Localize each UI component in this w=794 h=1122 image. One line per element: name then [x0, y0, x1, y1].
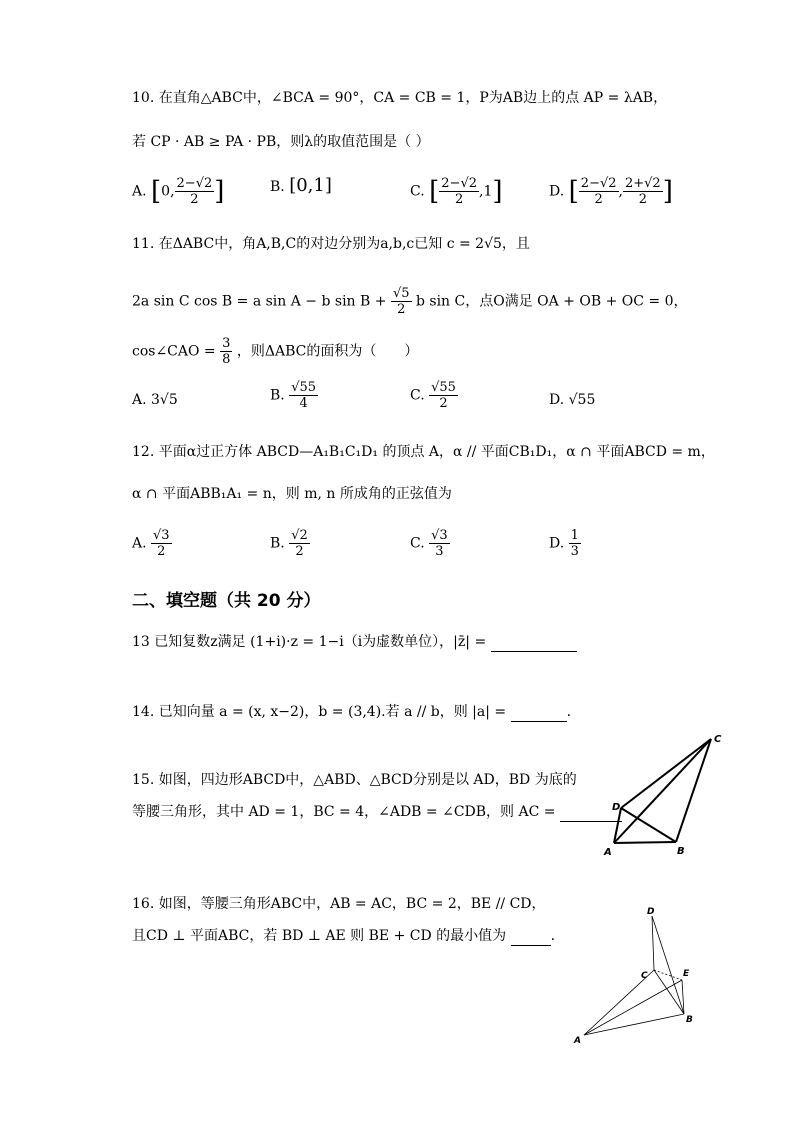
label-e: E — [683, 969, 690, 979]
fraction: $\frac{2-√2}{2}$ — [176, 176, 213, 207]
q11-cos: cos∠CAO = — [132, 343, 216, 360]
edge-cb — [654, 970, 684, 1014]
label-b: B — [686, 1015, 693, 1025]
fraction: $\frac{√55}{2}$ — [431, 380, 456, 411]
label-a: A — [604, 847, 612, 858]
fraction: $\frac{√3}{2}$ — [153, 528, 170, 559]
q14-end: . — [566, 704, 572, 720]
q13-text: 13 已知复数z满足 (1+i)·z = 1−i（i为虚数单位），|z̄| = — [132, 634, 487, 650]
q16-end: . — [550, 928, 556, 944]
fraction: $\frac{√5}{2}$ — [392, 286, 410, 317]
fraction: $\frac{√2}{2}$ — [291, 528, 308, 559]
fraction: $\frac{2-√2}{2}$ — [441, 176, 477, 207]
q11-line3 — [132, 336, 418, 367]
q11-option-d — [549, 390, 595, 410]
q10-option-c — [410, 176, 503, 207]
q10-option-a — [132, 176, 224, 207]
q11-line1: 11. 在ΔABC中，角A,B,C的对边分别为a,b,c已知 c = 2√5，且 — [132, 236, 530, 252]
q16-line1: 16. 如图，等腰三角形ABC中，AB = AC，BC = 2，BE // CD， — [132, 896, 546, 912]
q15-line1: 15. 如图，四边形ABCD中，△ABD、△BCD分别是以 AD，BD 为底的 — [132, 772, 577, 788]
option-label: A. — [132, 535, 147, 552]
edge-ae — [584, 980, 682, 1035]
fraction: $\frac{2-√2}{2}$ — [580, 176, 617, 207]
option-label: C. — [410, 183, 425, 200]
edge-db — [652, 916, 684, 1014]
edge-ca — [614, 739, 711, 843]
q16-line2 — [132, 926, 555, 946]
label-a: A — [574, 1036, 581, 1046]
option-label: B. — [270, 179, 285, 195]
q15-figure — [598, 728, 734, 860]
option-value: [0,1] — [289, 175, 332, 196]
edge-cb — [676, 739, 711, 842]
option-label: D. — [549, 183, 565, 200]
q12-line1: 12. 平面α过正方体 ABCD—A₁B₁C₁D₁ 的顶点 A，α // 平面CB₁D₁，α ∩ 平面ABCD = m， — [132, 444, 715, 460]
bracket: [ — [568, 176, 579, 207]
q11-ask: ，则ΔABC的面积为（ ） — [236, 343, 419, 360]
q11-eq-left: 2a sin C cos B = a sin A − b sin B + — [132, 293, 387, 310]
option-value: 3√5 — [151, 392, 178, 408]
q10-line1: 10. 在直角△ABC中，∠BCA = 90°，CA = CB = 1，P为AB边上的点 AP = λAB， — [132, 90, 668, 106]
fraction: $\frac{√55}{4}$ — [291, 380, 317, 411]
edge-cd — [621, 739, 711, 808]
q14-line — [132, 702, 571, 722]
q16-text: 且CD ⊥ 平面ABC，若 BD ⊥ AE 则 BE + CD 的最小值为 — [132, 928, 507, 944]
edge-db — [621, 808, 676, 842]
q10-option-b — [270, 176, 332, 197]
q13-line — [132, 632, 577, 652]
answer-blank[interactable] — [511, 705, 567, 722]
q11-option-a — [132, 390, 178, 410]
q11-line2 — [132, 286, 688, 317]
q11-option-b — [270, 380, 318, 411]
q12-option-b — [270, 528, 310, 559]
fraction: $\frac{1}{3}$ — [570, 528, 579, 559]
edge-ab — [584, 1014, 684, 1035]
q12-line2: α ∩ 平面ABB₁A₁ = n，则 m, n 所成角的正弦值为 — [132, 486, 452, 502]
edge-dc — [652, 916, 654, 970]
q16-figure — [570, 902, 704, 1050]
option-label: B. — [270, 387, 285, 404]
q12-option-a — [132, 528, 172, 559]
fraction: $\frac{2+√2}{2}$ — [624, 176, 661, 207]
fraction: $\frac{√3}{3}$ — [431, 528, 448, 559]
comma: , — [618, 183, 623, 200]
option-label: C. — [410, 387, 425, 404]
q10-line2: 若 CP · AB ≥ PA · PB，则λ的取值范围是（ ） — [132, 134, 430, 150]
q11-eq-right: b sin C，点O满足 OA + OB + OC = 0， — [415, 293, 688, 310]
edge-ab — [614, 842, 676, 843]
q15-text: 等腰三角形，其中 AD = 1，BC = 4，∠ADB = ∠CDB，则 AC = — [132, 804, 556, 820]
q12-option-d — [549, 528, 581, 559]
q15-line2 — [132, 802, 622, 822]
bracket: ] — [214, 176, 225, 207]
option-value: √55 — [568, 392, 596, 408]
edge-ce — [654, 970, 682, 980]
frac-lead: 0, — [161, 183, 175, 200]
frac-tail: ,1 — [479, 183, 493, 200]
label-d: D — [647, 907, 655, 917]
label-c: C — [714, 734, 722, 745]
label-c: C — [641, 971, 648, 981]
label-b: B — [677, 846, 685, 857]
option-label: D. — [549, 392, 565, 408]
option-label: A. — [132, 392, 147, 408]
bracket: ] — [662, 176, 673, 207]
answer-blank[interactable] — [511, 929, 551, 946]
bracket: ] — [492, 176, 503, 207]
q11-option-c — [410, 380, 458, 411]
q14-text: 14. 已知向量 a = (x, x−2)，b = (3,4).若 a // b，则 |a| = — [132, 704, 507, 720]
label-d: D — [612, 802, 621, 813]
fraction: $\frac{3}{8}$ — [222, 336, 231, 367]
option-label: B. — [270, 535, 285, 552]
section-title: 二、填空题（共 20 分） — [132, 591, 321, 611]
bracket: [ — [429, 176, 440, 207]
option-label: A. — [132, 183, 147, 200]
q12-option-c — [410, 528, 450, 559]
option-label: C. — [410, 535, 425, 552]
option-label: D. — [549, 535, 565, 552]
bracket: [ — [151, 176, 162, 207]
q10-option-d — [549, 176, 673, 207]
answer-blank[interactable] — [491, 635, 577, 652]
